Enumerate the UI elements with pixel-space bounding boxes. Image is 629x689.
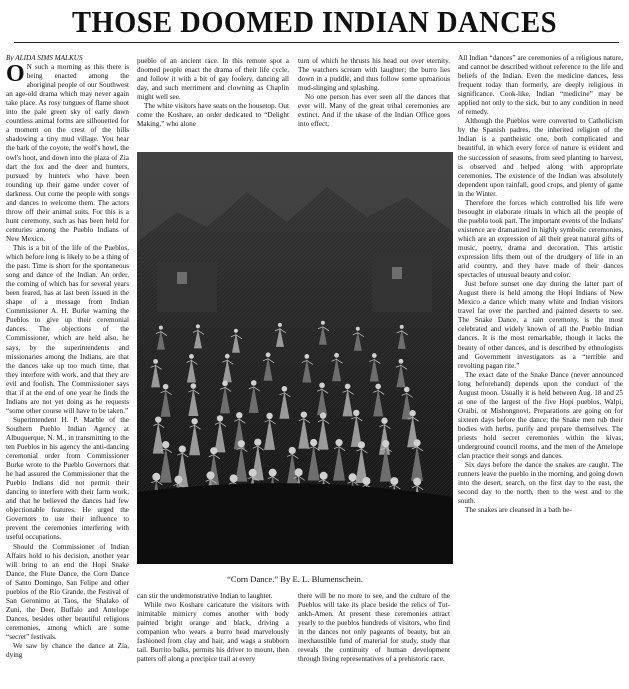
paragraph: The white visitors have seats on the housetop. Out come the Koshare, an order dedicated to “Delight Making,” who alone: [137, 102, 289, 129]
paragraph: there will be no more to see, and the culture of the Pueblos will take its place beside the relics of Tut-ankh-Amen. At present these ceremonies attract yearly to the pueblos hundreds of visitors, who find in the dances not only pageants of beauty, but an inexhaustible fund of material for study, study that reveals the continuity of human development through living representatives of a prehistoric race.: [298, 592, 450, 664]
paragraph: Therefore the forces which controlled his life were besought in elaborate rituals in which all the people of the pueblo took part. The important events of the Indians' existence are dramatized in highly symbolic ceremonies, which are an expression of all their great natural gifts of music, poetry, drama and decoration. This artistic expression lifts them out of the drudgery of life in an arid country, and they have made of their dances spectacles of unusual beauty and color.: [458, 198, 623, 280]
paragraph: pueblo of an ancient race. In this remote spot a doomed people enact the drama of their life cycle, and follow it with a bit of gay foolery, dancing all day, and such merriment and clowning as Chaplin might well see.: [137, 57, 289, 102]
paragraph: The exact date of the Snake Dance (never announced long beforehand) depends upon the conduct of the August moon. Usually it is held between Aug. 18 and 25 at one of the largest of the five Hopi pueblos, Walpi, Oraibi, or Mishongnovi. Preparations are going on for sixteen days before the dance; the Snake men rub their bodies with herbs, purify and prepare themselves. The priests hold secret ceremonies within the kivas, underground council rooms, and the men of the Antelope clan practice their songs and dances.: [458, 370, 623, 461]
paragraph: turn of which he thrusts his head out over eternity. The watchers scream with laughter; the burro lies down in a puddle, and thus follow some uproarious mud-slinging and splashing.: [298, 57, 450, 93]
paragraph: Six days before the dance the snakes are caught. The runners leave the pueblo in the morning, and going down into the desert, search, on the first day to the east, the second day to the north, then to the west and to the south.: [458, 461, 623, 506]
paragraph: Superintendent H. P. Marble of the Southern Pueblo Indian Agency at Albuquerque, N. M., in transmitting to the ten Pueblos in his agency the anti-dancing ceremonial order from Commissioner Burke wrote to the Pueblo Governors that he had assured the Commissioner that the Pueblo Indians did not permit their dancing to interfere with their farm work, and that he believed the dances had few objectionable features. He urged the Governors to use their influence to prevent the ceremonies interfering with useful occupations.: [6, 415, 129, 542]
headline: THOSE DOOMED INDIAN DANCES: [72, 4, 557, 39]
drop-cap: O: [6, 61, 25, 88]
paragraph: While two Koshare caricature the visitors with inimitable mimicry comes another with body painted bright orange and black, driving a companion who wears a burro head marvelously fashioned from clay and hair, and wags a stubborn tail. Burrito balks, permits his driver to mount, then patters off along a precipice trail at every: [137, 601, 289, 664]
lead-text: N such a morning as this there is being enacted among the aboriginal people of our Southwest an age-old drama which may never again take place. As rosy tongues of flame shoot into the pale green sky of early dawn countless animal forms are silhouetted for a moment on the crest of the hills shadowing a tiny mud village. You hear the bark of the coyote, the wolf's howl, the owl's hoot, and down into the plaza of Zia dart the fox and the deer and hunters, pursued by hunters who have been rounding up their game under cover of darkness. Out come the people with songs and dances to welcome them. The actors throw off their animal suits. For this is a hunt ceremony, such as has been held for centuries among the Pueblo Indians of New Mexico.: [6, 63, 129, 243]
column-2-bottom: [137, 592, 289, 684]
headline-rule: [14, 42, 619, 43]
corn-dance-illustration: [137, 152, 453, 564]
paragraph: No one person has ever seen all the dances that ever will. Many of the great tribal ceremonies are extinct. And if the ukase of the Indian Office goes into effect,: [298, 93, 450, 129]
column-3-top: [298, 57, 450, 149]
column-3-bottom: [298, 592, 450, 684]
column-4: [458, 54, 623, 682]
paragraph: This is a bit of the life of the Pueblos, which before long is likely to be a thing of the past. Time is short for the spontaneous song and dance of the Indian. An order, the coming of which has for several years been feared, has at last been issued in the shape of a message from Indian Commissioner A. H. Burke warning the Pueblos to give up their ceremonial dances. The objections of the Commissioner, which are held also, he says, by the superintendents and missionaries among the Indians, are that the dances take up too much time, that they interfere with work, and that they are evil and foolish. The Commissioner says that if at the end of one year he finds the Indians are not yet doing as he requests “some other course will have to be taken.”: [6, 243, 129, 415]
column-2-top: [137, 57, 289, 149]
paragraph: We saw by chance the dance at Zia, dying: [6, 642, 129, 660]
byline: By ALIDA SIMS MALKUS: [6, 54, 83, 62]
paragraph: Should the Commissioner of Indian Affairs hold to his decision, another year will bring to an end the Hopi Snake Dance, the Flute Dance, the Corn Dance of Santo Domingo, San Felipe and other pueblos of the Rio Grande, the Festival of San Geronimo at Taos, the Shalako of Zuni, the Deer, Buffalo and Antelope Dances, besides other beautiful religious ceremonies, among which are some “secret” festivals.: [6, 542, 129, 641]
paragraph: can stir the undemonstrative Indian to laughter.: [137, 592, 273, 600]
paragraph: Just before sunset one day during the latter part of August there is held among the Hopi Indians of New Mexico a dance which many white and Indian visitors travel far over the parched and painted deserts to see. The Snake Dance, a rain ceremony, is the most celebrated and widely known of all the Pueblo Indian dances. It is the most remarkable, though it lacks the beauty of other dances, and is described by ethnologists and Government investigators as a “terrible and revolting pagan rite.”: [458, 280, 623, 370]
lead-paragraph: [6, 63, 129, 244]
paragraph: All Indian “dances” are ceremonies of a religious nature, and cannot be described without reference to the life and beliefs of the Indian. Even the medicine dances, less frequent today than formerly, are deeply religious in significance. Cook-like, Indian “medicine” may be applied not only to the sick, but to any condition in need of remedy.: [458, 54, 623, 117]
paragraph: Although the Pueblos were converted to Catholicism by the Spanish padres, the inherited religion of the Indian is a pantheistic one, both complicated and beautiful, in which every force of nature is evident and the succession of seasons, from seed planting to harvest, is observed and helped along with appropriate ceremonies. The existence of the Indian was absolutely dependent upon rainfall, good crops, and plenty of game in the Winter.: [458, 117, 623, 198]
paragraph: The snakes are cleansed in a bath be-: [465, 506, 572, 515]
column-1: [6, 54, 129, 682]
illustration-caption: “Corn Dance.” By E. L. Blumenschein.: [227, 574, 363, 584]
illustration-graphic: [137, 152, 453, 564]
